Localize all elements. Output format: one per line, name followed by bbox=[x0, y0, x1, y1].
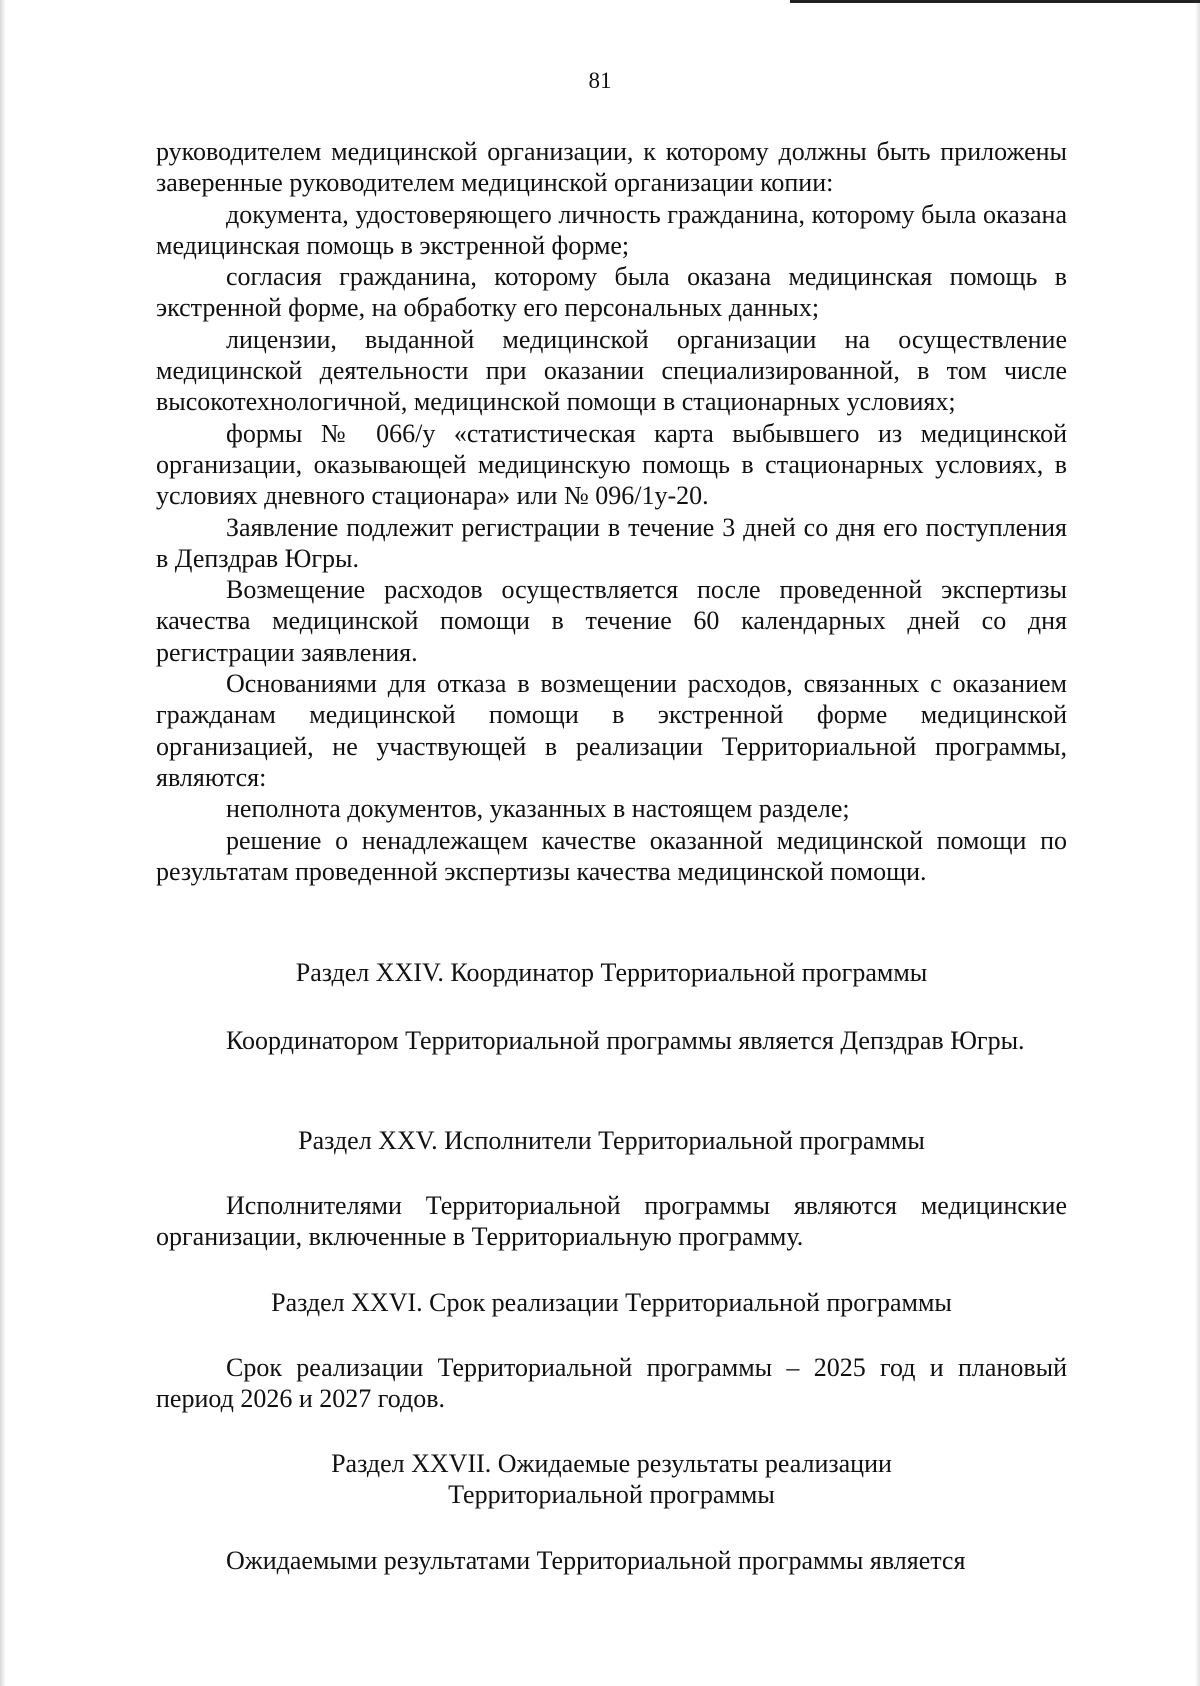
section-27-heading-line2: Территориальной программы bbox=[448, 1480, 775, 1509]
paragraph-incomplete-documents: неполнота документов, указанных в настоящем разделе; bbox=[226, 794, 850, 824]
section-26 bbox=[156, 1287, 1067, 1318]
scan-edge-right bbox=[1195, 0, 1200, 1686]
section-26-text: Срок реализации Территориальной программы – 2025 год и плановый период 2026 и 2027 годов. bbox=[156, 1353, 1067, 1414]
paragraph-continuation: руководителем медицинской организации, к которому должны быть приложены заверенные руководителем медицинской организации копии: bbox=[156, 137, 1067, 198]
paragraph-refusal-grounds: Основаниями для отказа в возмещении расходов, связанных с оказанием гражданам медицинской помощи в экстренной форме медицинской организацией, не участвующей в реализации Территориальной программы, являются: bbox=[156, 669, 1067, 792]
scan-edge-left bbox=[0, 0, 6, 1686]
section-24-body bbox=[156, 1025, 1067, 1056]
top-rule bbox=[790, 0, 1200, 3]
paragraph-identity-document: документа, удостоверяющего личность гражданина, которому была оказана медицинская помощь в экстренной форме; bbox=[156, 199, 1067, 260]
section-24 bbox=[156, 957, 1067, 988]
section-24-text: Координатором Территориальной программы является Депздрав Югры. bbox=[226, 1026, 1025, 1055]
section-25-body bbox=[156, 1190, 1067, 1253]
section-25-text: Исполнителями Территориальной программы являются медицинские организации, включенные в Территориальную программу. bbox=[156, 1191, 1067, 1252]
section-27-text: Ожидаемыми результатами Территориальной программы является bbox=[226, 1546, 966, 1575]
paragraph-license: лицензии, выданной медицинской организации на осуществление медицинской деятельности при оказании специализированной, в том числе высокотехнологичной, медицинской помощи в стационарных условиях; bbox=[156, 324, 1067, 417]
section-26-heading: Раздел XXVI. Срок реализации Территориальной программы bbox=[271, 1288, 952, 1317]
page-number: 81 bbox=[588, 68, 612, 93]
paragraph-reimbursement: Возмещение расходов осуществляется после проведенной экспертизы качества медицинской помощи в течение 60 календарных дней со дня регистрации заявления. bbox=[156, 575, 1067, 667]
paragraph-quality-decision: решение о ненадлежащем качестве оказанной медицинской помощи по результатам проведенной экспертизы качества медицинской помощи. bbox=[156, 825, 1067, 886]
paragraph-registration: Заявление подлежит регистрации в течение 3 дней со дня его поступления в Депздрав Югры. bbox=[156, 512, 1067, 573]
section-26-body bbox=[156, 1352, 1067, 1415]
section-25-heading: Раздел XXV. Исполнители Территориальной программы bbox=[298, 1126, 925, 1155]
paragraph-consent: согласия гражданина, которому была оказана медицинская помощь в экстренной форме, на обработку его персональных данных; bbox=[156, 262, 1067, 323]
section-27-body bbox=[156, 1545, 1067, 1576]
section-24-heading: Раздел XXIV. Координатор Территориальной программы bbox=[295, 958, 928, 987]
section-27-heading-line1: Раздел XXVII. Ожидаемые результаты реализации bbox=[331, 1449, 892, 1478]
section-25 bbox=[156, 1125, 1067, 1156]
procedure-text-block bbox=[156, 136, 1067, 887]
paragraph-form-066: формы № 066/у «статистическая карта выбывшего из медицинской организации, оказывающей медицинскую помощь в стационарных условиях, в условиях дневного стационара» или № 096/1у-20. bbox=[156, 418, 1067, 511]
section-27 bbox=[156, 1448, 1067, 1510]
